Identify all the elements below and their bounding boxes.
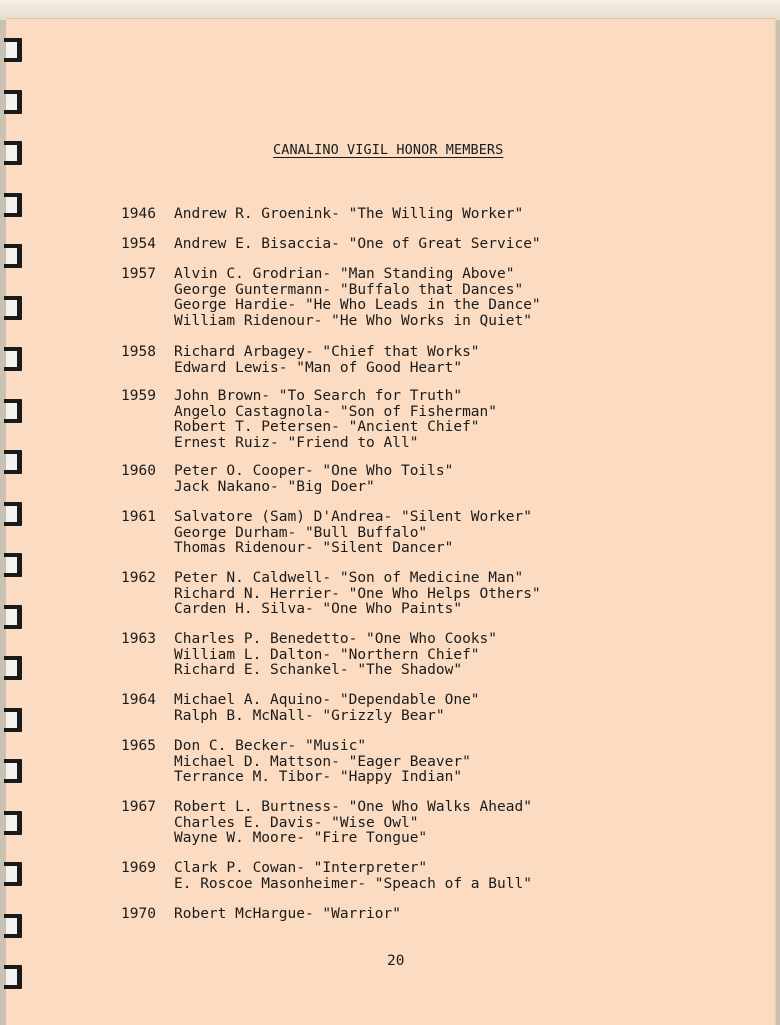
member-line: Wayne W. Moore- "Fire Tongue" xyxy=(174,830,428,846)
member-line: Carden H. Silva- "One Who Paints" xyxy=(174,601,463,617)
member-line: Peter N. Caldwell- "Son of Medicine Man" xyxy=(174,570,524,586)
member-line: Robert T. Petersen- "Ancient Chief" xyxy=(174,419,480,435)
entry-year: 1958 xyxy=(121,344,156,360)
entry-members xyxy=(174,739,471,786)
member-line: Edward Lewis- "Man of Good Heart" xyxy=(174,359,463,376)
member-line: Thomas Ridenour- "Silent Dancer" xyxy=(174,540,454,556)
entry-year: 1963 xyxy=(121,631,156,647)
member-line: George Hardie- "He Who Leads in the Dance" xyxy=(174,297,541,313)
member-line: Michael A. Aquino- "Dependable One" xyxy=(174,692,480,708)
member-line: Andrew R. Groenink- "The Willing Worker" xyxy=(174,206,524,222)
entry-members xyxy=(174,345,480,376)
entry-members xyxy=(174,237,541,253)
member-line: Andrew E. Bisaccia- "One of Great Service" xyxy=(174,236,541,252)
entry-members xyxy=(174,632,497,679)
entry-year: 1954 xyxy=(121,236,156,252)
member-line: Robert McHargue- "Warrior" xyxy=(174,906,401,922)
member-line: John Brown- "To Search for Truth" xyxy=(174,388,463,404)
entry-members xyxy=(174,800,532,847)
member-line: Ernest Ruiz- "Friend to All" xyxy=(174,434,419,451)
member-line: E. Roscoe Masonheimer- "Speach of a Bull" xyxy=(174,875,532,892)
member-line: Charles P. Benedetto- "One Who Cooks" xyxy=(174,631,498,647)
member-line: Ralph B. McNall- "Grizzly Bear" xyxy=(174,707,445,724)
member-line: Richard N. Herrier- "One Who Helps Others" xyxy=(174,585,541,602)
entry-members xyxy=(174,464,453,495)
entry-members xyxy=(174,861,532,892)
member-line: William L. Dalton- "Northern Chief" xyxy=(174,646,480,663)
entry-year: 1962 xyxy=(121,570,156,586)
member-line: Salvatore (Sam) D'Andrea- "Silent Worker" xyxy=(174,509,532,525)
entry-members xyxy=(174,693,480,724)
member-line: Angelo Castagnola- "Son of Fisherman" xyxy=(174,403,498,420)
entry-year: 1967 xyxy=(121,799,156,815)
entry-year: 1961 xyxy=(121,509,156,525)
page-number: 20 xyxy=(387,953,405,969)
member-line: Clark P. Cowan- "Interpreter" xyxy=(174,860,428,876)
member-line: George Durham- "Bull Buffalo" xyxy=(174,524,428,541)
entry-year: 1969 xyxy=(121,860,156,876)
entry-year: 1957 xyxy=(121,266,156,282)
entry-members xyxy=(174,267,541,329)
entry-members xyxy=(174,389,497,451)
page-title: CANALINO VIGIL HONOR MEMBERS xyxy=(273,142,504,158)
member-line: Richard Arbagey- "Chief that Works" xyxy=(174,344,480,360)
member-line: Terrance M. Tibor- "Happy Indian" xyxy=(174,769,463,785)
entry-year: 1960 xyxy=(121,463,156,479)
member-line: Alvin C. Grodrian- "Man Standing Above" xyxy=(174,266,515,282)
member-line: Jack Nakano- "Big Doer" xyxy=(174,478,375,495)
member-line: Charles E. Davis- "Wise Owl" xyxy=(174,814,419,831)
entry-members xyxy=(174,907,401,923)
entry-year: 1946 xyxy=(121,206,156,222)
entry-year: 1964 xyxy=(121,692,156,708)
entry-year: 1970 xyxy=(121,906,156,922)
member-line: Don C. Becker- "Music" xyxy=(174,738,367,754)
entry-year: 1959 xyxy=(121,388,156,404)
entry-members xyxy=(174,207,523,223)
member-line: Robert L. Burtness- "One Who Walks Ahead" xyxy=(174,799,532,815)
member-line: George Guntermann- "Buffalo that Dances" xyxy=(174,281,524,298)
member-line: William Ridenour- "He Who Works in Quiet" xyxy=(174,312,532,329)
member-line: Michael D. Mattson- "Eager Beaver" xyxy=(174,753,471,770)
entry-year: 1965 xyxy=(121,738,156,754)
entry-members xyxy=(174,571,541,618)
entry-members xyxy=(174,510,532,557)
member-line: Richard E. Schankel- "The Shadow" xyxy=(174,662,463,678)
member-line: Peter O. Cooper- "One Who Toils" xyxy=(174,463,454,479)
